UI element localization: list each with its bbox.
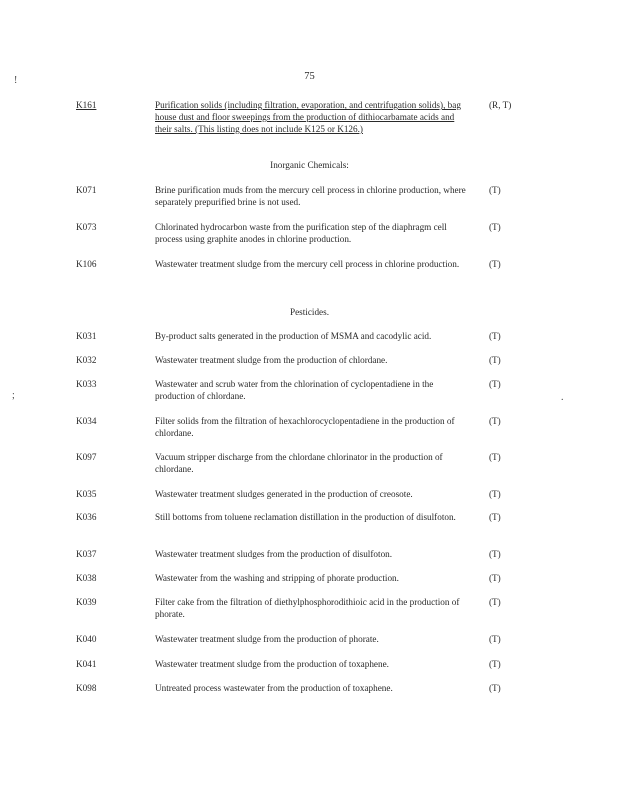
margin-mark-left: ; [12,390,15,401]
waste-code: K037 [76,549,97,559]
waste-description: Wastewater treatment sludges generated in the production of creosote. [155,489,413,499]
waste-code: K036 [76,512,97,522]
hazard-code: (T) [489,331,501,341]
hazard-code: (T) [489,683,501,693]
hazard-code: (T) [489,222,501,232]
waste-description: Filter solids from the filtration of hexachlorocyclopentadiene in the production of chlordane. [155,416,455,438]
waste-description: By-product salts generated in the production of MSMA and cacodylic acid. [155,331,432,341]
waste-description: Wastewater treatment sludge from the production of toxaphene. [155,659,389,669]
waste-code: K071 [76,185,97,195]
waste-code: K161 [76,100,97,110]
waste-description: Wastewater treatment sludges from the production of disulfoton. [155,549,393,559]
hazard-code: (T) [489,259,501,269]
waste-description: Filter cake from the filtration of diethylphosphorodithioic acid in the production of phorate. [155,597,460,619]
hazard-code: (T) [489,549,501,559]
waste-code: K041 [76,659,97,669]
waste-description: Wastewater and scrub water from the chlorination of cyclopentadiene in the production of chlordane. [155,379,434,401]
waste-code: K073 [76,222,97,232]
waste-code: K034 [76,416,97,426]
waste-code: K097 [76,452,97,462]
waste-code: K032 [76,355,97,365]
hazard-code: (T) [489,659,501,669]
hazard-code: (T) [489,489,501,499]
hazard-code: (T) [489,379,501,389]
hazard-code: (T) [489,597,501,607]
waste-code: K038 [76,573,97,583]
waste-code: K106 [76,259,97,269]
waste-code: K040 [76,634,97,644]
margin-mark-top: ! [14,75,18,86]
waste-code: K033 [76,379,97,389]
page-number: 75 [304,71,315,82]
waste-description: Untreated process wastewater from the production of toxaphene. [155,683,393,693]
hazard-code: (T) [489,573,501,583]
hazard-code: (T) [489,416,501,426]
waste-description: Brine purification muds from the mercury cell process in chlorine production, where separately prepurified brine is not used. [155,185,466,207]
waste-code: K098 [76,683,97,693]
hazard-code: (R, T) [489,100,512,110]
hazard-code: (T) [489,512,501,522]
waste-description: Wastewater treatment sludge from the production of chlordane. [155,355,388,365]
waste-description: Wastewater from the washing and stripping of phorate production. [155,573,399,583]
waste-description: Wastewater treatment sludge from the mercury cell process in chlorine production. [155,259,460,269]
hazard-code: (T) [489,355,501,365]
section-heading-inorganic: Inorganic Chemicals: [270,160,349,170]
waste-code: K031 [76,331,97,341]
hazard-code: (T) [489,185,501,195]
waste-description: Chlorinated hydrocarbon waste from the purification step of the diaphragm cell process using graphite anodes in chlorine production. [155,222,447,244]
margin-mark-right: . [561,392,564,403]
hazard-code: (T) [489,452,501,462]
section-heading-pesticides: Pesticides. [289,307,330,317]
waste-description: Wastewater treatment sludge from the production of phorate. [155,634,379,644]
waste-code: K039 [76,597,97,607]
waste-description: Vacuum stripper discharge from the chlordane chlorinator in the production of chlordane. [155,452,443,474]
waste-description: Purification solids (including filtration, evaporation, and centrifugation solids), bag house dust and floor sweepings from the production of dithiocarbamate acids and their salts. (This listing does not include K125 or K126.) [155,100,461,134]
hazard-code: (T) [489,634,501,644]
waste-description: Still bottoms from toluene reclamation distillation in the production of disulfoton. [155,512,456,522]
waste-code: K035 [76,489,97,499]
